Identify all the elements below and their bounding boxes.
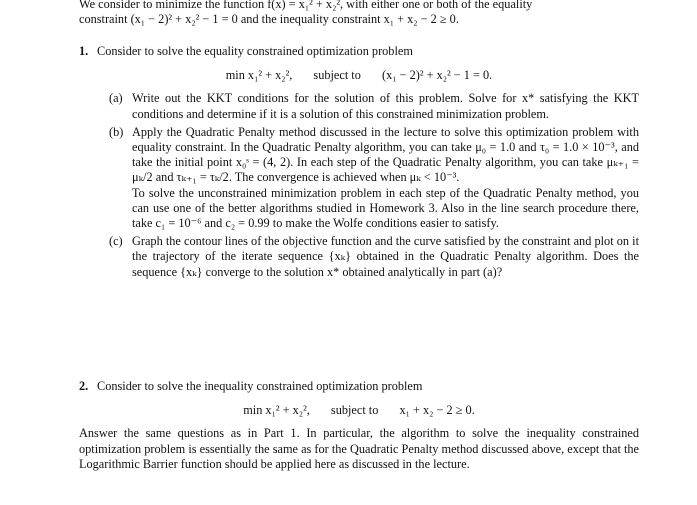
item-text: Graph the contour lines of the objective function and the curve satisfied by the constraint and plot on it the trajectory of the iterate sequence {xₖ} obtained in the Quadratic Penalty algorithm. Does the sequence {xₖ} converge to the solution x* obtained analytically in part (a)? xyxy=(132,234,639,279)
part-1-objective: min x₁² + x₂², xyxy=(225,68,293,83)
part-1-item-b xyxy=(79,125,639,231)
item-label: (c) xyxy=(109,234,123,249)
part-2-objective: min x₁² + x₂², xyxy=(243,403,310,418)
intro-line-2: constraint (x₁ − 2)² + x₂² − 1 = 0 and the inequality constraint x₁ + x₂ − 2 ≥ 0. xyxy=(79,12,459,27)
part-1-constraint: (x₁ − 2)² + x₂² − 1 = 0. xyxy=(381,68,493,83)
part-2-equation xyxy=(79,403,639,418)
part-2-constraint: x₁ + x₂ − 2 ≥ 0. xyxy=(399,403,475,418)
part-2-number: 2. xyxy=(79,379,89,393)
part-1-equation xyxy=(79,68,639,83)
intro-paragraph xyxy=(79,0,639,27)
item-text-continued: To solve the unconstrained minimization problem in each step of the Quadratic Penalty method, you can use one of the better algorithms studied in Homework 3. Also in the line search procedure there, take c₁ = 10⁻⁶ and c₂ = 0.99 to make the Wolfe conditions easier to satisfy. xyxy=(132,185,639,231)
part-2-body: Answer the same questions as in Part 1. In particular, the algorithm to solve the inequality constrained optimization problem is essentially the same as for the Quadratic Penalty method discussed above, except that the Logarithmic Barrier function should be applied here as discussed in the lecture. xyxy=(79,426,639,471)
part-2 xyxy=(79,379,639,472)
part-2-subject-to: subject to xyxy=(330,403,379,418)
part-1-item-c xyxy=(79,234,639,280)
item-text: Apply the Quadratic Penalty method discussed in the lecture to solve this optimization problem with equality constraint. In the Quadratic Penalty algorithm, you can take μ₀ = 1.0 and τ₀ = 1.0 × 10⁻³, and take the initial point x₀ˢ = (4, 2). In each step of the Quadratic Penalty algorithm, you can take μₖ₊₁ = μₖ/2 and τₖ₊₁ = τₖ/2. The convergence is achieved when μₖ < 10⁻³. xyxy=(132,124,639,185)
part-2-heading: Consider to solve the inequality constrained optimization problem xyxy=(97,379,423,393)
item-label: (b) xyxy=(109,124,124,139)
item-label: (a) xyxy=(109,91,123,106)
part-1-item-a xyxy=(79,91,639,121)
intro-line-1: We consider to minimize the function f(x) = x₁² + x₂², with either one or both of the equality xyxy=(79,0,533,11)
item-text: Write out the KKT conditions for the solution of this problem. Solve for x* satisfying the KKT conditions and determine if it is a solution of this constrained minimization problem. xyxy=(132,91,639,121)
part-1-number: 1. xyxy=(79,44,89,58)
part-1-subject-to: subject to xyxy=(313,68,361,83)
part-1 xyxy=(79,44,639,283)
part-1-heading: Consider to solve the equality constrained optimization problem xyxy=(97,44,413,58)
